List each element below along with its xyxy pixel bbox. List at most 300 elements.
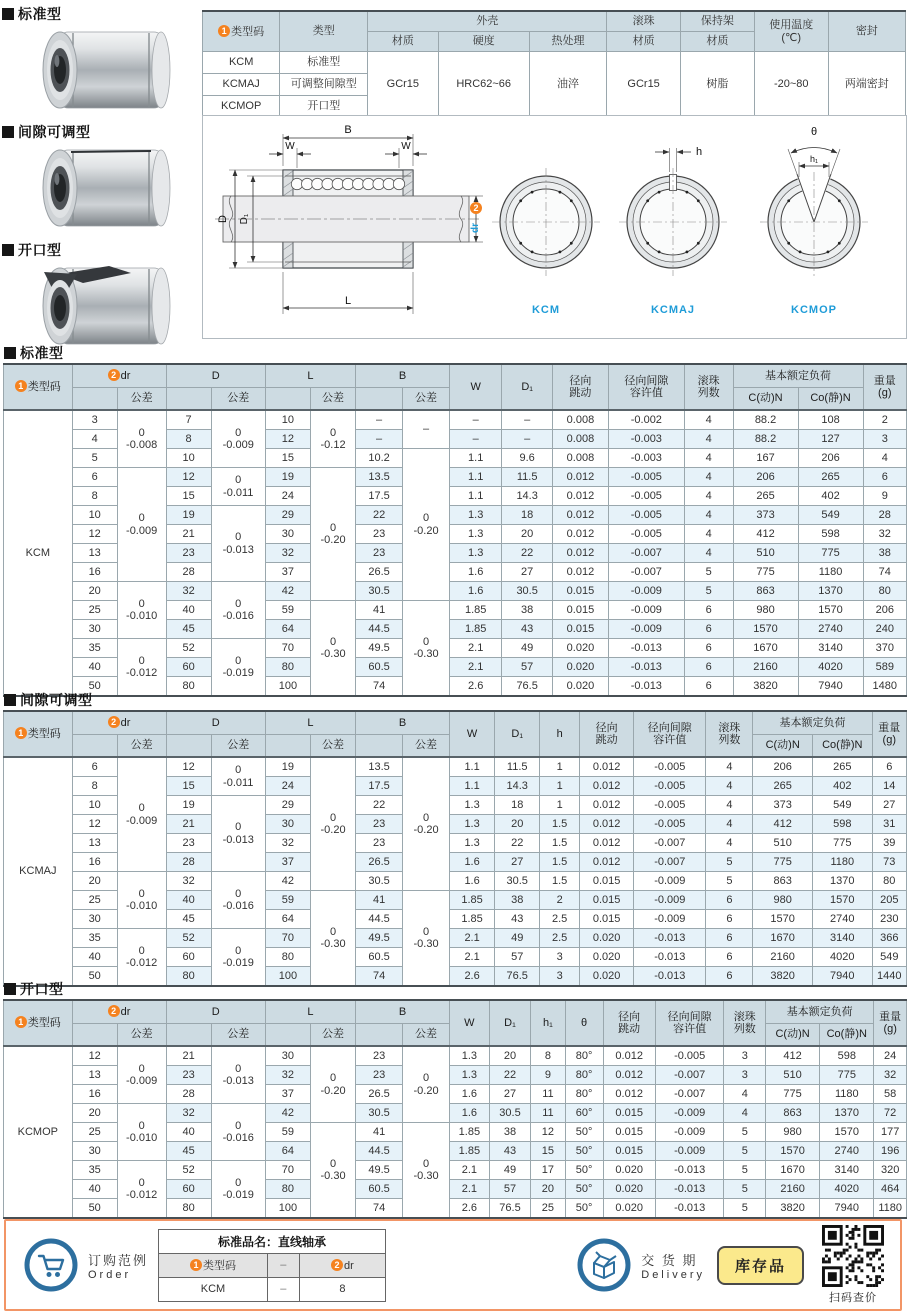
header-cell: 1 类型码 — [203, 11, 280, 52]
cell: 70 — [265, 639, 310, 658]
header-cell: 硬度 — [438, 32, 529, 52]
header-cell: 公差 — [403, 1024, 450, 1047]
cell: 23 — [356, 525, 403, 544]
cell: 80° — [565, 1066, 603, 1085]
cell: 100 — [265, 677, 310, 697]
cell: 80° — [565, 1085, 603, 1104]
cell: 0 -0.009 — [117, 1046, 166, 1104]
cell: 26.5 — [356, 853, 403, 872]
circled-number-icon: 1 — [15, 380, 27, 392]
cell: 80 — [265, 1180, 310, 1199]
cell: 49.5 — [356, 1161, 403, 1180]
cell: 50° — [565, 1142, 603, 1161]
bearing-photo-open-image — [13, 260, 183, 352]
cell: 42 — [265, 1104, 310, 1123]
header-cell: 公差 — [403, 388, 450, 411]
cell: 240 — [863, 620, 906, 639]
cell: 45 — [166, 1142, 211, 1161]
cell: 11 — [531, 1085, 565, 1104]
header-cell: 滚珠 列数 — [724, 1000, 766, 1046]
dim-label-D1: D₁ — [239, 213, 250, 225]
cell: 510 — [753, 834, 813, 853]
table-row — [4, 757, 907, 777]
cell: -0.002 — [608, 410, 684, 430]
cell: -0.013 — [608, 677, 684, 697]
header-cell — [356, 1024, 403, 1047]
header-cell: B — [356, 364, 450, 388]
cell: 43 — [502, 620, 553, 639]
cell: 8 — [531, 1046, 565, 1066]
cell: 0 -0.20 — [403, 757, 450, 891]
cell: -0.013 — [655, 1161, 724, 1180]
circled-number-icon: 1 — [15, 727, 27, 739]
cell: 2.1 — [450, 948, 495, 967]
cell: 3 — [724, 1066, 766, 1085]
spec-table-kcmop-wrap — [3, 999, 907, 1219]
cell: 60.5 — [356, 1180, 403, 1199]
dim-label-B: B — [344, 124, 352, 136]
cell: -0.005 — [634, 757, 706, 777]
cell: 10 — [166, 449, 211, 468]
cell: 5 — [684, 563, 733, 582]
cell: 0 -0.019 — [211, 1161, 265, 1219]
cell: 6 — [706, 891, 753, 910]
cell: 两端密封 — [828, 52, 905, 119]
cell: 45 — [166, 910, 211, 929]
cell: 4 — [72, 430, 117, 449]
cell: 0.012 — [580, 796, 634, 815]
cell: 980 — [753, 891, 813, 910]
cell: – — [450, 430, 502, 449]
header-cell: 材质 — [681, 32, 755, 52]
cell: -0.005 — [634, 796, 706, 815]
cell: 0 -0.30 — [310, 601, 355, 697]
cell: 2160 — [766, 1180, 820, 1199]
cell: 5 — [706, 872, 753, 891]
circled-number-icon: 2 — [108, 716, 120, 728]
cell: 6 — [863, 468, 906, 487]
cell: 60.5 — [356, 658, 403, 677]
cell: 12 — [72, 525, 117, 544]
cell: 1370 — [798, 582, 863, 601]
header-cell: 外壳 — [368, 11, 607, 32]
qr-caption: 扫码查价 — [829, 1292, 877, 1304]
cell: 0 -0.20 — [310, 1046, 355, 1123]
header-cell: 公差 — [310, 1024, 355, 1047]
cell: 0.008 — [552, 430, 608, 449]
cell: -0.003 — [608, 449, 684, 468]
cell: -0.013 — [634, 967, 706, 987]
header-cell: D — [166, 364, 265, 388]
dim-label-h1: h₁ — [809, 154, 819, 164]
cell: 60 — [166, 658, 211, 677]
cell: 863 — [766, 1104, 820, 1123]
cell: 28 — [166, 853, 211, 872]
cell: 1.6 — [450, 1085, 490, 1104]
cell: 30 — [72, 910, 117, 929]
cell: 74 — [863, 563, 906, 582]
cell: 4 — [706, 777, 753, 796]
cell: 58 — [874, 1085, 907, 1104]
cell: -0.013 — [634, 929, 706, 948]
table-row — [4, 468, 907, 487]
type-info-table — [202, 10, 906, 119]
cell: 2.1 — [450, 1180, 490, 1199]
cell: 3 — [72, 410, 117, 430]
cell: -0.007 — [608, 563, 684, 582]
cell: 64 — [265, 620, 310, 639]
header-cell — [72, 735, 117, 758]
cell: 49 — [489, 1161, 531, 1180]
cell: -20~80 — [754, 52, 828, 119]
header-row — [4, 364, 907, 388]
cell: 320 — [874, 1161, 907, 1180]
cell: HRC62~66 — [438, 52, 529, 119]
cell: 6 — [684, 620, 733, 639]
cell: 19 — [166, 506, 211, 525]
cell: 28 — [863, 506, 906, 525]
cell: 1.6 — [450, 853, 495, 872]
cell: 76.5 — [495, 967, 540, 987]
section-title-label: 间隙可调型 — [20, 692, 93, 708]
cell: 1480 — [863, 677, 906, 697]
cell: 1 — [540, 777, 580, 796]
cell: 0.015 — [580, 910, 634, 929]
header-cell: 使用温度 (℃) — [754, 11, 828, 52]
cell: 1.6 — [450, 1104, 490, 1123]
cell: 44.5 — [356, 620, 403, 639]
cell: -0.007 — [608, 544, 684, 563]
cell: 1.3 — [450, 525, 502, 544]
cell: 1370 — [812, 872, 872, 891]
cell: 0 -0.009 — [117, 468, 166, 582]
dim-label-W2: W — [401, 141, 411, 152]
cell: KCMOP — [4, 1046, 73, 1218]
header-cell: 标准品名：直线轴承 — [159, 1229, 386, 1253]
cell: 0 -0.016 — [211, 1104, 265, 1161]
cell: 230 — [872, 910, 906, 929]
cell: 20 — [495, 815, 540, 834]
cell: 4 — [684, 544, 733, 563]
cell: KCM — [159, 1277, 268, 1301]
cell: 12 — [265, 430, 310, 449]
cell: 0.020 — [552, 658, 608, 677]
photo-title — [2, 240, 200, 260]
section-title-label: 开口型 — [20, 981, 64, 997]
cell: 50° — [565, 1161, 603, 1180]
cell: 4020 — [812, 948, 872, 967]
cell: 2 dr — [299, 1253, 385, 1277]
cell: 38 — [495, 891, 540, 910]
cell: 11 — [531, 1104, 565, 1123]
cell: 5 — [724, 1180, 766, 1199]
cell: 74 — [356, 677, 403, 697]
cell: 标准型 — [280, 52, 368, 74]
cell: 4 — [684, 506, 733, 525]
cell: 21 — [166, 1046, 211, 1066]
cell: 40 — [72, 658, 117, 677]
cell: 32 — [166, 872, 211, 891]
cell: – — [403, 410, 450, 449]
cell: 373 — [753, 796, 813, 815]
cell: 64 — [265, 910, 310, 929]
product-photo-panel — [2, 4, 200, 358]
cell: 1.85 — [450, 891, 495, 910]
cell: 0.020 — [552, 677, 608, 697]
cell: 7940 — [820, 1199, 874, 1219]
cell: 30 — [265, 525, 310, 544]
header-cell: 公差 — [211, 1024, 265, 1047]
cell: 23 — [166, 1066, 211, 1085]
cell: -0.007 — [655, 1066, 724, 1085]
qr-code[interactable] — [822, 1225, 884, 1287]
header-cell: Co(静)N — [812, 735, 872, 758]
cell: 3 — [540, 948, 580, 967]
cell: 30.5 — [502, 582, 553, 601]
cell: -0.007 — [655, 1085, 724, 1104]
cell: 49.5 — [356, 639, 403, 658]
cell: 80 — [166, 967, 211, 987]
cell: 0.012 — [580, 777, 634, 796]
cell: 41 — [356, 601, 403, 620]
section-title-adjustable — [4, 690, 93, 710]
header-cell: 滚珠 — [607, 11, 681, 32]
cell: 0.020 — [580, 948, 634, 967]
cell: 3820 — [733, 677, 798, 697]
cell: 0.015 — [580, 872, 634, 891]
cell: 1.85 — [450, 620, 502, 639]
cell: 27 — [872, 796, 906, 815]
header-cell: 径向 跳动 — [603, 1000, 655, 1046]
cell: 60 — [166, 1180, 211, 1199]
cell: 16 — [72, 563, 117, 582]
cell: 3140 — [812, 929, 872, 948]
cell: 27 — [495, 853, 540, 872]
cell: -0.009 — [655, 1104, 724, 1123]
cell: 6 — [706, 929, 753, 948]
cell: 12 — [72, 1046, 117, 1066]
header-cell: 径向 跳动 — [580, 711, 634, 757]
cell: 7 — [166, 410, 211, 430]
cell: 42 — [265, 872, 310, 891]
header-cell: h₁ — [531, 1000, 565, 1046]
cell: 12 — [166, 757, 211, 777]
cell: -0.007 — [634, 853, 706, 872]
cell: KCM — [203, 52, 280, 74]
stock-badge: 库存品 — [717, 1246, 804, 1285]
cell: 0.020 — [603, 1180, 655, 1199]
cell: 80 — [166, 677, 211, 697]
cell: 45 — [166, 620, 211, 639]
cell: 5 — [724, 1123, 766, 1142]
bearing-photo-standard-image — [13, 24, 183, 116]
cell: 88.2 — [733, 430, 798, 449]
dim-label-h: h — [695, 146, 703, 158]
cell: 44.5 — [356, 1142, 403, 1161]
cell: 32 — [166, 1104, 211, 1123]
cell: 50° — [565, 1199, 603, 1219]
cell: 0 -0.20 — [310, 468, 355, 601]
cell: 30 — [72, 620, 117, 639]
header-cell: 公差 — [310, 388, 355, 411]
cell: 14.3 — [502, 487, 553, 506]
cell: 0.015 — [580, 891, 634, 910]
cell: 2.1 — [450, 1161, 490, 1180]
cell: 22 — [356, 796, 403, 815]
cell: -0.003 — [608, 430, 684, 449]
cell: 1570 — [753, 910, 813, 929]
header-cell: D₁ — [489, 1000, 531, 1046]
cell: 549 — [872, 948, 906, 967]
cell: 9 — [531, 1066, 565, 1085]
cell: 37 — [265, 853, 310, 872]
cell: 1.3 — [450, 834, 495, 853]
cell: 50 — [72, 967, 117, 987]
dim-label-dr: dr — [470, 223, 481, 233]
cell: 4 — [684, 487, 733, 506]
cell: 25 — [531, 1199, 565, 1219]
cell: 206 — [753, 757, 813, 777]
cell: 41 — [356, 891, 403, 910]
cell: 510 — [733, 544, 798, 563]
cell: 21 — [166, 815, 211, 834]
table-row — [4, 639, 907, 658]
cell: 4020 — [820, 1180, 874, 1199]
header-cell — [72, 388, 117, 411]
cell: 35 — [72, 929, 117, 948]
ring-section-kcmop — [754, 122, 874, 300]
cell: 0 -0.010 — [117, 1104, 166, 1161]
cell: 0 -0.016 — [211, 582, 265, 639]
cell: -0.009 — [634, 891, 706, 910]
cell: 74 — [356, 967, 403, 987]
photo-title — [2, 122, 200, 142]
cell: 0.015 — [603, 1142, 655, 1161]
cell: 0.012 — [552, 506, 608, 525]
header-cell: 2 dr — [72, 364, 166, 388]
cell: 598 — [820, 1046, 874, 1066]
cell: 1670 — [753, 929, 813, 948]
cell: 30.5 — [495, 872, 540, 891]
cell: -0.005 — [634, 777, 706, 796]
cell: 4 — [684, 410, 733, 430]
header-cell: 热处理 — [529, 32, 606, 52]
cell: 0 -0.016 — [211, 872, 265, 929]
cell: 0.012 — [603, 1046, 655, 1066]
cell: 32 — [874, 1066, 907, 1085]
cell: 6 — [706, 910, 753, 929]
cell: 2.5 — [540, 929, 580, 948]
cell: 22 — [356, 506, 403, 525]
delivery-cn: 交 货 期 — [641, 1252, 698, 1268]
cell: 2.6 — [450, 677, 502, 697]
cell: 21 — [166, 525, 211, 544]
header-cell: 密封 — [828, 11, 905, 52]
cell: 0.008 — [552, 410, 608, 430]
header-row — [4, 711, 907, 735]
cell: 24 — [265, 487, 310, 506]
section-title-standard — [4, 343, 64, 363]
header-cell: 径向间隙 容许值 — [634, 711, 706, 757]
cell: 15 — [531, 1142, 565, 1161]
cell: – — [267, 1277, 299, 1301]
cell: -0.009 — [608, 582, 684, 601]
cell: 10 — [72, 506, 117, 525]
dim-label-W1: W — [285, 141, 295, 152]
header-cell — [166, 388, 211, 411]
cell: 29 — [265, 506, 310, 525]
cell: 1.3 — [450, 544, 502, 563]
cell: 196 — [874, 1142, 907, 1161]
cell: 775 — [753, 853, 813, 872]
cell: 1.1 — [450, 468, 502, 487]
cart-icon — [22, 1236, 80, 1294]
header-cell: 基本额定负荷 — [766, 1000, 874, 1024]
cell: 57 — [489, 1180, 531, 1199]
photo-item-standard — [2, 4, 200, 116]
header-cell: 公差 — [403, 735, 450, 758]
cell: 549 — [798, 506, 863, 525]
cell: 52 — [166, 1161, 211, 1180]
cell: 7940 — [812, 967, 872, 987]
qr-block[interactable] — [822, 1225, 884, 1305]
circled-number-icon: 1 — [190, 1259, 202, 1271]
cell: 20 — [72, 872, 117, 891]
cell: 0 -0.012 — [117, 1161, 166, 1219]
cell: 0.020 — [580, 929, 634, 948]
cell: -0.009 — [634, 872, 706, 891]
cell: 9 — [863, 487, 906, 506]
cell: 73 — [872, 853, 906, 872]
cell: – — [450, 410, 502, 430]
cell: 72 — [874, 1104, 907, 1123]
cell: 74 — [356, 1199, 403, 1219]
cell: 598 — [798, 525, 863, 544]
cell: 4 — [684, 449, 733, 468]
cell: – — [502, 430, 553, 449]
header-cell: 类型 — [280, 11, 368, 52]
cell: KCMAJ — [4, 757, 73, 986]
cell: 40 — [166, 891, 211, 910]
header-cell: 公差 — [211, 735, 265, 758]
cell: 4 — [724, 1085, 766, 1104]
cell: 26.5 — [356, 563, 403, 582]
cell: 10 — [72, 796, 117, 815]
cell: 9.6 — [502, 449, 553, 468]
cell: 14.3 — [495, 777, 540, 796]
cell: 19 — [265, 757, 310, 777]
cell: 0 -0.20 — [403, 1046, 450, 1123]
cell: 49 — [502, 639, 553, 658]
cell: 25 — [72, 601, 117, 620]
bearing-photo-open — [2, 260, 194, 352]
spec-table-kcm — [3, 363, 907, 697]
cell: 30.5 — [489, 1104, 531, 1123]
cell: 12 — [531, 1123, 565, 1142]
cell: 15 — [166, 777, 211, 796]
cell: 8 — [299, 1277, 385, 1301]
cell: 0 -0.30 — [310, 891, 355, 987]
cell: 14 — [872, 777, 906, 796]
order-table-wrap — [158, 1229, 386, 1302]
cell: 60 — [166, 948, 211, 967]
photo-title-label: 开口型 — [18, 242, 62, 258]
header-cell: 公差 — [117, 388, 166, 411]
header-cell: W — [450, 1000, 490, 1046]
table-row — [4, 1046, 907, 1066]
cell: 32 — [265, 1066, 310, 1085]
cell: 1370 — [820, 1104, 874, 1123]
